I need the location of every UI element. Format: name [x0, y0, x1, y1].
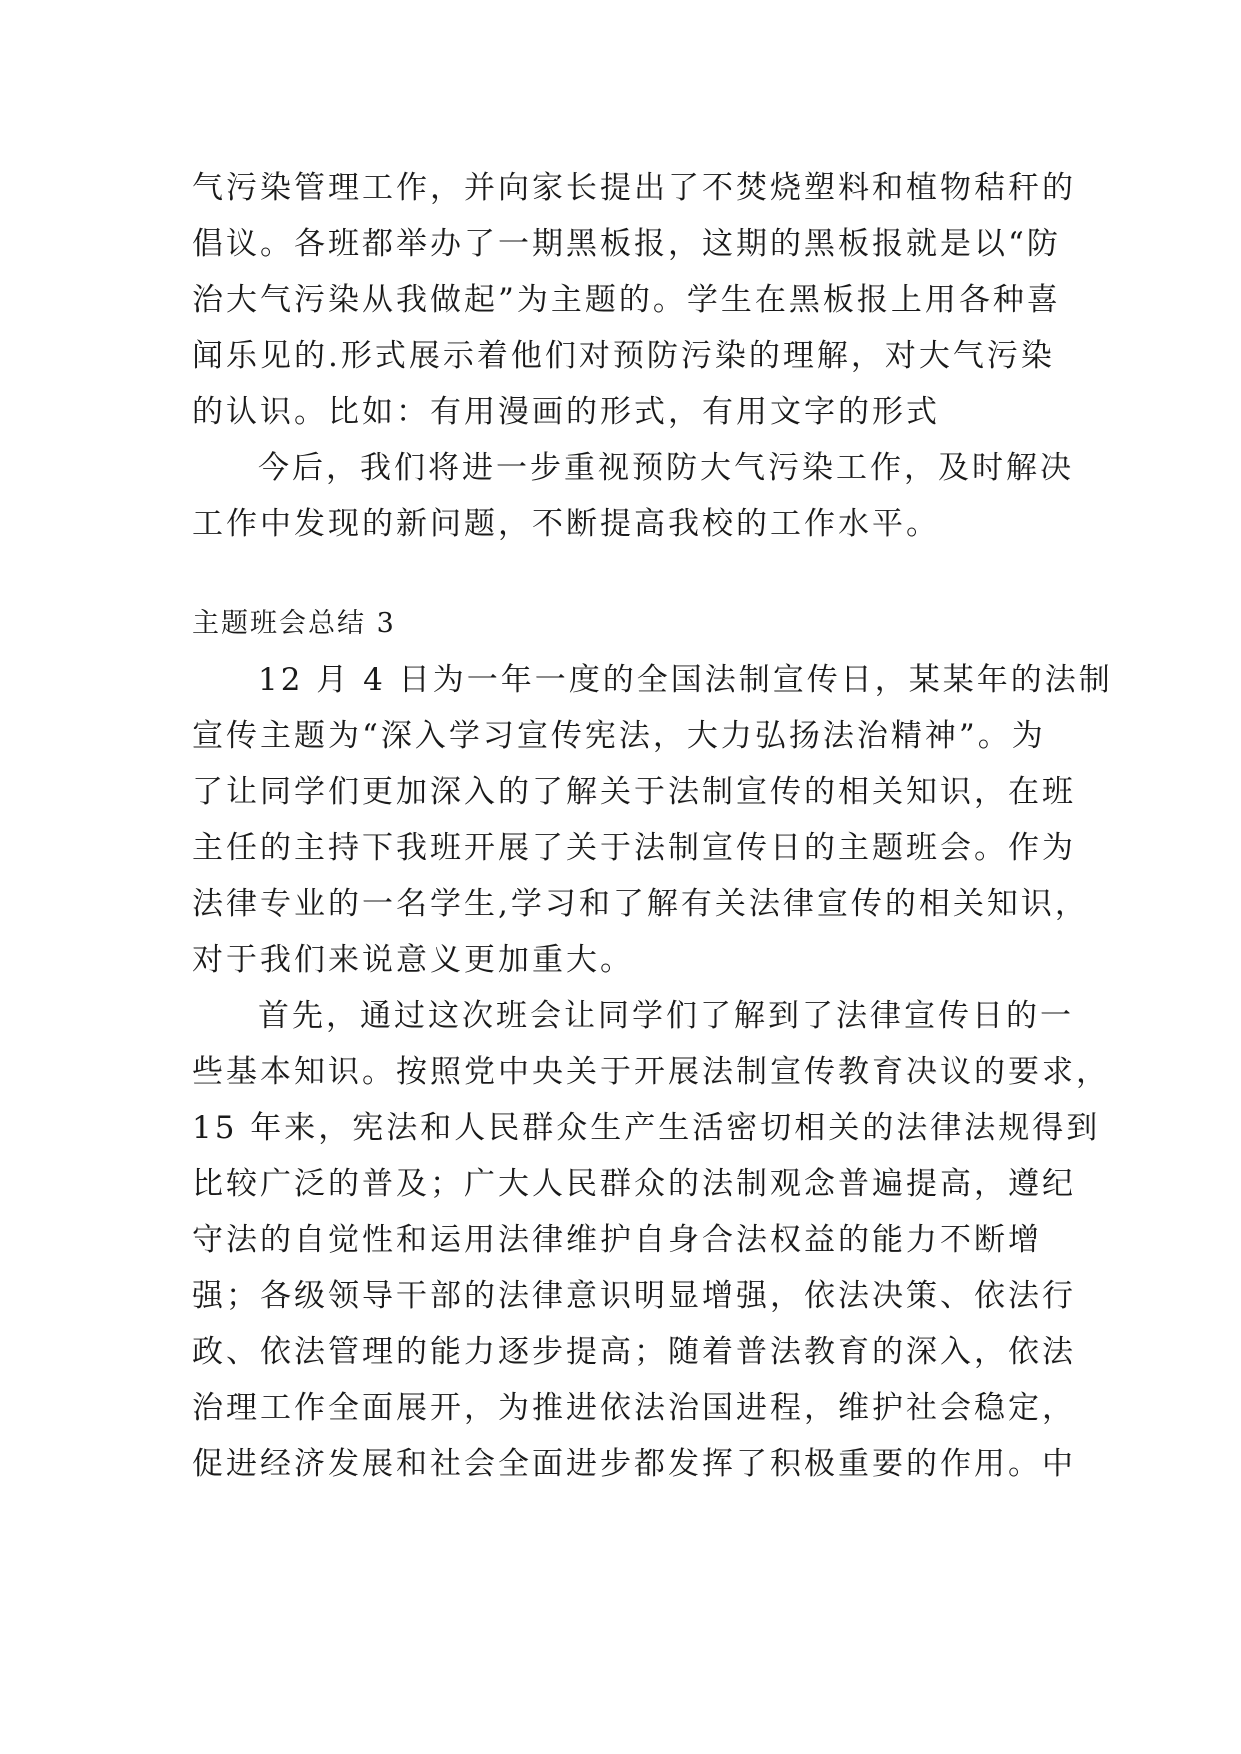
- paragraph-intro: [192, 652, 1113, 988]
- text-line: 15 年来，宪法和人民群众生产生活密切相关的法律法规得到: [192, 1110, 1101, 1146]
- paragraph-first-point: [192, 988, 1110, 1492]
- document-body: [192, 160, 1113, 1492]
- text-line: 12 月 4 日为一年一度的全国法制宣传日，某某年的法制: [258, 662, 1113, 698]
- text-line: 治理工作全面展开，为推进依法治国进程，维护社会稳定，: [192, 1390, 1076, 1426]
- text-line: 闻乐见的.形式展示着他们对预防污染的理解，对大气污染: [192, 338, 1055, 374]
- text-line: 守法的自觉性和运用法律维护自身合法权益的能力不断增: [192, 1222, 1042, 1258]
- text-line: 气污染管理工作，并向家长提出了不焚烧塑料和植物秸秆的: [192, 170, 1076, 206]
- text-line: 治大气污染从我做起”为主题的。学生在黑板报上用各种喜: [192, 282, 1061, 318]
- text-line: 工作中发现的新问题，不断提高我校的工作水平。: [192, 506, 940, 542]
- text-line: 强；各级领导干部的法律意识明显增强，依法决策、依法行: [192, 1278, 1076, 1314]
- section-spacer: [192, 552, 1054, 596]
- text-line: 对于我们来说意义更加重大。: [192, 942, 634, 978]
- section-heading: 主题班会总结 3: [192, 608, 396, 639]
- text-line: 的认识。比如：有用漫画的形式，有用文字的形式: [192, 394, 940, 430]
- paragraph-conclusion: [192, 440, 1074, 552]
- text-line: 法律专业的一名学生,学习和了解有关法律宣传的相关知识，: [192, 886, 1089, 922]
- text-line: 了让同学们更加深入的了解关于法制宣传的相关知识，在班: [192, 774, 1076, 810]
- text-line: 倡议。各班都举办了一期黑板报，这期的黑板报就是以“防: [192, 226, 1061, 262]
- text-line: 促进经济发展和社会全面进步都发挥了积极重要的作用。中: [192, 1446, 1076, 1482]
- text-line: 比较广泛的普及；广大人民群众的法制观念普遍提高，遵纪: [192, 1166, 1076, 1202]
- text-line: 宣传主题为“深入学习宣传宪法，大力弘扬法治精神”。为: [192, 718, 1046, 754]
- text-line: 今后，我们将进一步重视预防大气污染工作，及时解决: [258, 450, 1074, 486]
- paragraph-continuation: [192, 160, 1076, 440]
- text-line: 主任的主持下我班开展了关于法制宣传日的主题班会。作为: [192, 830, 1076, 866]
- text-line: 些基本知识。按照党中央关于开展法制宣传教育决议的要求，: [192, 1054, 1110, 1090]
- text-line: 首先，通过这次班会让同学们了解到了法律宣传日的一: [258, 998, 1074, 1034]
- text-line: 政、依法管理的能力逐步提高；随着普法教育的深入，依法: [192, 1334, 1076, 1370]
